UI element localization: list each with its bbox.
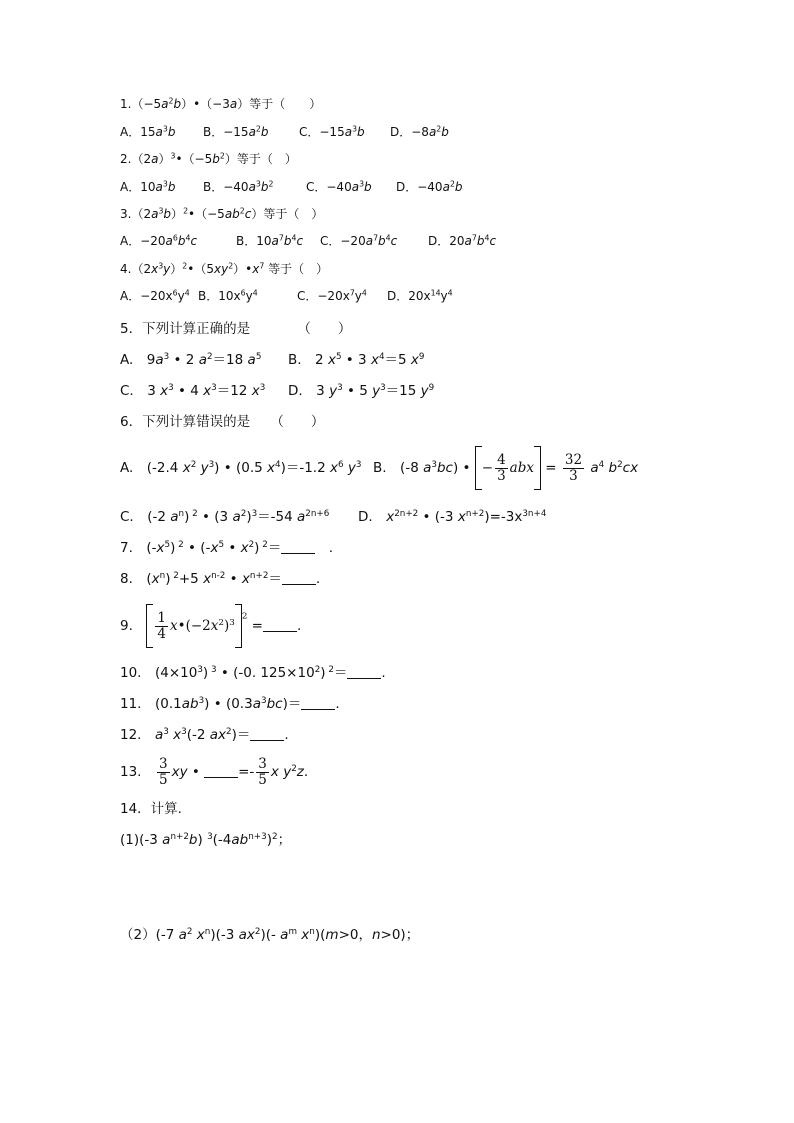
question-14-part-2: （2）(-7 $a^2$ $x^n)(-3$ $ax^2)(-$ $a^m$ $x^n)(m>0$，n>0)；	[120, 927, 420, 943]
question-2-stem: $2.(2a)^3•(-5b^2)$等于（ ）	[120, 151, 297, 166]
question-9: 9. $\frac{1}{4}$ $x•(-2x^2)^{32}$ = .	[120, 604, 301, 648]
question-13: 13. $\frac{3}{5}$ xy • =- $\frac{3}{5}$ x $y^2z$.	[120, 755, 309, 788]
question-12: 12. $a^3$ $x^3(-2$ $ax^2)=$ .	[120, 727, 289, 743]
question-1-options: A．$15a^3b$ B．$-15a^2b$ C．$-15a^3b$ D．$-8a^2b$	[120, 124, 449, 139]
question-6-options-ab: A. (-2.4 $x^2$ $y^3$) • (0.5 $x^4)=-1.2$ $x^6$ $y^3$ B. (-8 $a^3bc$) • − $\frac{4}{3}$ abx = $\frac{32}{3}$ $a^4$ $b^2cx$	[120, 446, 638, 490]
question-5-options-ab: A. $9a^3$ • 2 $a^2=18$ $a^5$ B. 2 $x^5$ • 3 $x^4=5$ $x^9$	[120, 352, 425, 368]
question-11: 11. $(0.1ab^3)$ • $(0.3a^3bc)=$ .	[120, 696, 340, 712]
question-14-part-1: (1)(-3 $a^{n+2}b$) $^3(-4ab^{n+3})^2$；	[120, 832, 292, 848]
question-1-stem: $1.(-5a^2b)•(-3a)$等于（ ）	[120, 96, 322, 111]
question-4-options: A．$-20x^6y^4$ B．$10x^6y^4$ C．$-20x^7y^4$ D．$20x^{14}y^4$	[120, 288, 453, 303]
question-3-stem: $3.(2a^3b)^2•(-5ab^2c)$等于（ ）	[120, 206, 324, 221]
question-4-stem: $4.(2x^3y)^2•(5xy^2)•x^7$ 等于（ ）	[120, 261, 329, 276]
question-10: 10. $(4\times 10^3)$ $^3$ • (-0. $125\times 10^2$) $^2$＝ .	[120, 665, 386, 681]
question-3-options: A．$-20a^6b^4c$ B．$10a^7b^4c$ C．$-20a^7b^4c$ D．$20a^7b^4c$	[120, 233, 497, 248]
question-6-stem: 6．下列计算错误的是 （ ）	[120, 414, 325, 430]
question-14-stem: 14．计算.	[120, 801, 182, 817]
question-5-options-cd: C. 3 $x^3$ • 4 $x^3=12$ $x^3$ D. 3 $y^3$ • 5 $y^3=15$ $y^9$	[120, 383, 435, 399]
question-6-options-cd: C. (-2 $a^n$) $^2$ • (3 $a^2)^3=-54$ $a^{2n+6}$ D. $x^{2n+2}$ • (-3 $x^{n+2})=-3x^{3n+4}$	[120, 509, 547, 525]
question-8: 8. $(x^n)$ $^2$+5 $x^{n-2}$ • $x^{n+2}=$ .	[120, 571, 321, 587]
question-7: 7. $(-x^5)$ $^2$ • ($-x^5$ • $x^2$) $^2$＝ .	[120, 540, 334, 556]
question-2-options: A．$10a^3b$ B．$-40a^3b^2$ C．$-40a^3b$ D．$-40a^2b$	[120, 179, 463, 194]
question-5-stem: 5．下列计算正确的是 （ ）	[120, 321, 352, 337]
